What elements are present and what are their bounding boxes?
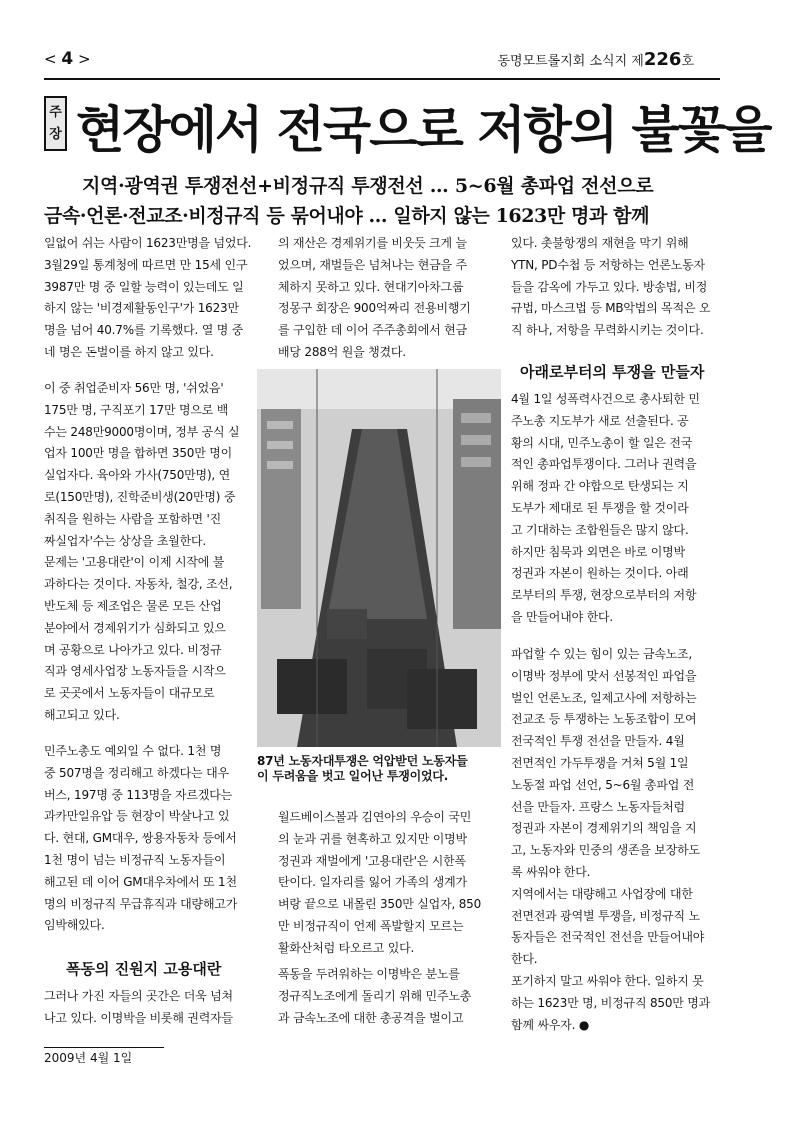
text-line: 중 507명을 정리해고 하겠다는 대우 (44, 765, 229, 780)
text-line: 로 곳곳에서 노동자들이 대규모로 (44, 686, 215, 701)
text-line: 다. 현대, GM대우, 쌍용자동차 등에서 (44, 831, 237, 846)
column-3-block-2 (511, 389, 700, 629)
protest-photo (257, 369, 501, 747)
text-line: 나고 있다. 이명박을 비롯해 권력자들 (44, 1010, 233, 1025)
text-line: 정권과 자본이 원하는 것이다. 아래 (511, 566, 689, 581)
text-line: 전면적인 가두투쟁을 거쳐 5월 1일 (511, 755, 689, 770)
end-mark-icon: ● (578, 1017, 590, 1032)
column-1-block-2 (44, 378, 239, 727)
text-line: 정권과 재벌에게 '고용대란'은 시한폭 (278, 853, 466, 868)
text-line: 탄이다. 일자리를 잃어 가족의 생계가 (278, 875, 467, 890)
text-line: 적인 총파업투쟁이다. 그러나 권력을 (511, 457, 697, 472)
text-line: 체하지 못하고 있다. 현대기아차그룹 (278, 279, 464, 294)
text-line: 민주노총도 예외일 수 없다. 1천 명 (44, 744, 222, 758)
text-line: 이 중 취업준비자 56만 명, '쉬었음' (44, 381, 224, 395)
text-line: 이명박 정부에 맞서 선봉적인 파업을 (511, 668, 697, 683)
text-line: 벼랑 끝으로 내몰린 350만 실업자, 850 (278, 897, 482, 912)
text-line: 과 금속노조에 대한 총공격을 벌이고 (278, 1010, 464, 1025)
text-line: 의 눈과 귀를 현혹하고 있지만 이명박 (278, 831, 467, 846)
text-line: 들을 감옥에 가두고 있다. 방송법, 비정 (511, 279, 708, 294)
tag-char-1: 주 (49, 104, 62, 120)
text-line: 실업자다. 육아와 가사(750만명), 연 (44, 468, 231, 483)
text-line: 하지 않는 '비경제활동인구'가 1623만 (44, 301, 239, 316)
issue-number: 226 (643, 49, 682, 70)
text-line: 고, 노동자와 민중의 생존을 보장하도 (511, 843, 700, 858)
text-line (511, 1015, 710, 1037)
text-line: 고 기대하는 조합원들은 많지 않다. (511, 522, 689, 537)
text-line: 명의 비정규직 무급휴직과 대량해고가 (44, 896, 238, 911)
text-line: 파업할 수 있는 힘이 있는 금속노조, (511, 647, 693, 661)
text-line: 의 재산은 경제위기를 비웃듯 크게 늘 (278, 236, 467, 250)
text-line: 과하다는 것이다. 자동차, 철강, 조선, (44, 577, 233, 592)
text-line: 일없어 쉬는 사람이 1623만명을 넘었다. (44, 236, 252, 250)
text-line: 며 공황으로 나아가고 있다. 비정규 (44, 642, 222, 657)
text-line: 3월29일 통계청에 따르면 만 15세 인구 (44, 257, 248, 272)
text-line: 버스, 197명 중 113명을 자르겠다는 (44, 787, 232, 802)
issue-suffix: 호 (681, 54, 694, 69)
headline: 현장에서 전국으로 저항의 불꽃을 (76, 101, 771, 159)
section-title-1: 폭동의 진원지 고용대란 (66, 960, 222, 978)
column-3-block-3 (511, 644, 710, 1036)
page-number-value: 4 (61, 49, 74, 69)
page-right-bracket: > (77, 50, 91, 68)
text-line: 도부가 제대로 된 투쟁을 할 것이라 (511, 500, 689, 515)
subheadline-2: 금속·언론·전교조·비정규직 등 묶어내야 … 일하지 않는 1623만 명과 함께 (44, 205, 650, 227)
text-line: 취직을 원하는 사람을 포함하면 '진 (44, 511, 222, 526)
text-line: 만 비정규직이 언제 폭발할지 모르는 (278, 918, 464, 933)
text-line: 동자들은 전국적인 전선을 만들어내야 (511, 930, 705, 945)
page-left-bracket: < (44, 50, 57, 68)
text-line: 반도체 등 제조업은 물론 모든 산업 (44, 598, 222, 613)
text-line: 정몽구 회장은 900억짜리 전용비행기 (278, 301, 471, 316)
text-line: 정규직노조에게 돌리기 위해 민주노총 (278, 988, 472, 1003)
text-line: 었으며, 재벌들은 넘쳐나는 현금을 주 (278, 257, 467, 272)
text-line: 해고된 데 이어 GM대우차에서 또 1천 (44, 874, 237, 889)
last-line-text: 함께 싸우자. (511, 1017, 576, 1032)
article-type-tag (44, 96, 67, 151)
text-line: 업자 100만 명을 합하면 350만 명이 (44, 446, 232, 461)
page-number (44, 49, 91, 69)
text-line: 그러나 가진 자들의 곳간은 더욱 넘쳐 (44, 989, 233, 1003)
text-line: 정권과 자본이 경제위기의 책임을 지 (511, 821, 697, 836)
column-2-block-3 (278, 964, 471, 1029)
column-1-block-3 (44, 741, 237, 937)
text-line: 3987만 명 중 일할 능력이 있는데도 일 (44, 279, 244, 294)
text-line: 전국적인 투쟁 전선을 만들자. 4월 (511, 734, 685, 749)
text-line: 하는 1623만 명, 비정규직 850만 명과 (511, 995, 711, 1010)
text-line: 로부터의 투쟁, 현장으로부터의 저항 (511, 588, 697, 603)
publication-name: 동명모트롤지회 소식지 제 (497, 54, 644, 69)
column-2-block-1 (278, 233, 471, 364)
text-line: 1천 명이 넘는 비정규직 노동자들이 (44, 852, 226, 867)
text-line: 록 싸워야 한다. (511, 864, 591, 879)
text-line: 노동절 파업 선언, 5~6월 총파업 전 (511, 777, 695, 792)
text-line: 포기하지 말고 싸워야 한다. 일하지 못 (511, 973, 704, 988)
text-line: 분야에서 경제위기가 심화되고 있으 (44, 620, 226, 635)
text-line: 임박해있다. (44, 918, 105, 933)
text-line: 직 하나, 저항을 무력화시키는 것이다. (511, 323, 704, 338)
text-line: 선을 만들자. 프랑스 노동자들처럼 (511, 799, 685, 814)
column-1-block-1 (44, 233, 251, 364)
photo-caption (257, 754, 468, 784)
text-line: 문제는 '고용대란'이 이제 시작에 불 (44, 555, 225, 570)
column-3-block-1 (511, 233, 710, 342)
text-line: 위해 정파 간 야합으로 탄생되는 지 (511, 479, 689, 494)
text-line: 를 구입한 데 이어 주주총회에서 현금 (278, 323, 467, 338)
text-line: 짜실업자'수는 상상을 초월한다. (44, 533, 207, 548)
text-line: 을 만들어내야 한다. (511, 609, 613, 624)
text-line: 직과 영세사업장 노동자들을 시작으 (44, 664, 226, 679)
caption-line-1: 87년 노동자대투쟁은 억압받던 노동자들 (257, 754, 468, 768)
subheadline-1: 지역·광역권 투쟁전선+비정규직 투쟁전선 … 5~6월 총파업 전선으로 (82, 175, 654, 197)
text-line: 주노총 지도부가 새로 선출된다. 공 (511, 413, 689, 428)
column-2-block-2 (278, 807, 481, 960)
text-line: 전교조 등 투쟁하는 노동조합이 모여 (511, 712, 697, 727)
text-line: YTN, PD수첩 등 저항하는 언론노동자 (511, 257, 705, 272)
text-line: 전면전과 광역별 투쟁을, 비정규직 노 (511, 908, 700, 923)
text-line: 월드베이스볼과 김연아의 우승이 국민 (278, 810, 472, 824)
text-line: 수는 248만9000명이며, 정부 공식 실 (44, 424, 240, 439)
header-divider (44, 78, 720, 80)
text-line: 로(150만명), 진학준비생(20만명) 중 (44, 489, 236, 504)
text-line: 배당 288억 원을 챙겼다. (278, 344, 406, 359)
column-1-block-4 (44, 986, 233, 1030)
text-line: 하지만 침묵과 외면은 바로 이명박 (511, 544, 685, 559)
text-line: 네 명은 돈벌이를 하지 않고 있다. (44, 344, 214, 359)
footer-divider (44, 1047, 164, 1048)
text-line: 폭동을 두려워하는 이명박은 분노를 (278, 967, 460, 981)
text-line: 있다. 촛불항쟁의 재현을 막기 위해 (511, 236, 689, 250)
publication-info (497, 49, 694, 70)
text-line: 활화산처럼 타오르고 있다. (278, 940, 415, 955)
text-line: 황의 시대, 민주노총이 할 일은 전국 (511, 435, 693, 450)
tag-char-2: 장 (49, 126, 62, 142)
text-line: 4월 1일 성폭력사건으로 총사퇴한 민 (511, 392, 700, 406)
text-line: 과카만일유압 등 현장이 박살나고 있 (44, 809, 230, 824)
protest-photo-drawing (257, 369, 501, 747)
publication-date: 2009년 4월 1일 (44, 1051, 133, 1065)
section-title-2: 아래로부터의 투쟁을 만들자 (520, 363, 705, 381)
text-line: 벌인 언론노조, 일제고사에 저항하는 (511, 690, 697, 705)
caption-line-2: 이 두려움을 벗고 일어난 투쟁이었다. (257, 769, 449, 783)
text-line: 명을 넘어 40.7%를 기록했다. 열 명 중 (44, 323, 244, 338)
text-line: 규법, 마스크법 등 MB악법의 목적은 오 (511, 301, 711, 316)
text-line: 한다. (511, 952, 538, 967)
text-line: 175만 명, 구직포기 17만 명으로 백 (44, 402, 229, 417)
text-line: 해고되고 있다. (44, 707, 120, 722)
text-line: 지역에서는 대량해고 사업장에 대한 (511, 886, 693, 901)
